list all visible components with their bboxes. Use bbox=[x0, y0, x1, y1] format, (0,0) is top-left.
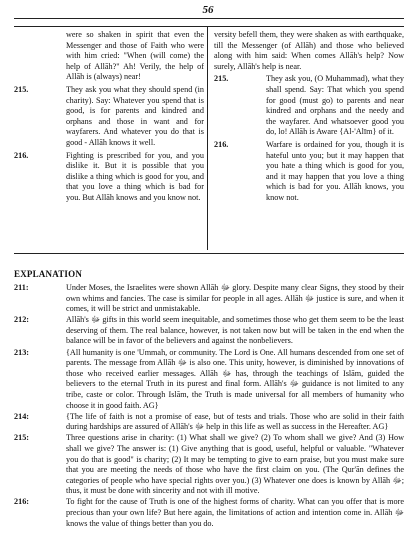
explanation-entry-216 bbox=[14, 497, 404, 529]
entry-text: {All humanity is one 'Ummah, or community. The Lord is One. All humans descended from one set of parents. The message from Allāh ﷻ is also one. This unity, however, is diminished by innovations of those who received earlier messages. Allāh ﷻ has, through the teachings of Islām, guided the believers to the eternal Truth in its purest and final form. Allāh's ﷻ guidance is not limited to any tribe, caste or color. Through Islām, the Truth is made universal for all members of humanity who choose it in good faith. AG} bbox=[66, 347, 404, 410]
right-verse-216 bbox=[214, 140, 404, 204]
explanation-entry-214 bbox=[14, 412, 404, 433]
entry-text: {The life of faith is not a promise of ease, but of tests and trials. Those who are solid in their faith during hardships are assured of Allāh's ﷻ help in this life as well as success in the Hereafter. AG} bbox=[66, 411, 404, 432]
explanation-entry-212 bbox=[14, 315, 404, 347]
verse-text: They ask you, (O Muhammad), what they shall spend. Say: That which you spend for good (must go) to parents and near kindred and orphans and the needy and the wayfarer. And whatsoever good you do, lo! Allāh is Aware {Al-'Alīm} of it. bbox=[266, 74, 404, 137]
section-rule bbox=[14, 253, 404, 254]
explanation-heading: EXPLANATION bbox=[14, 269, 83, 279]
explanation-entry-211 bbox=[14, 283, 404, 315]
verse-number: 216. bbox=[14, 150, 29, 160]
entry-number: 212: bbox=[14, 315, 30, 325]
entry-number: 213: bbox=[14, 347, 30, 357]
entry-text: Allāh's ﷻ gifts in this world seem inequitable, and sometimes those who get them seem to be the least deserving of them. The real balance, however, is not taken now but will be taken in the end when the balance will be in favor of the believers and against the nonbelievers. bbox=[66, 315, 404, 346]
header-rule-lower bbox=[14, 26, 404, 27]
header-rule bbox=[14, 18, 404, 19]
verse-text: Fighting is prescribed for you, and you dislike it. But it is possible that you dislike a thing which is good for you, and that you love a thing which is bad for you. But Allāh knows and you know not. bbox=[66, 150, 204, 202]
verse-text: They ask you what they should spend (in charity). Say: Whatever you spend that is good, is for parents and kindred and orphans and those in want and for wayfarers. And whatever you do that is good - Allāh knows it well. bbox=[66, 84, 204, 147]
page-number: 56 bbox=[202, 4, 214, 16]
entry-number: 215: bbox=[14, 433, 30, 443]
left-continuation-text: were so shaken in spirit that even the Messenger and those of Faith who were with him cried: "When (will come) the help of Allāh?" Ah! Verily, the help of Allāh is (always) near! bbox=[66, 30, 204, 82]
explanation-entry-215 bbox=[14, 433, 404, 497]
left-verse-215 bbox=[14, 85, 204, 149]
left-verse-216 bbox=[14, 151, 204, 204]
entry-text: Three questions arise in charity: (1) What shall we give? (2) To whom shall we give? And (3) How shall we give? The answer is: (1) Give anything that is good, useful, helpful or valuable. "Whatever you do that is good" is charity; (2) It may be tempting to give to earn praise, but you must make sure that you are meeting the needs of those who have the first claim on you. (The Qur'ān defines the categories of people who have special rights over you.) (3) Whatever one does is known by Allāh ﷻ; thus, it must be done with sincerity and not with ill motive. bbox=[66, 433, 404, 496]
verse-text: Warfare is ordained for you, though it is hateful unto you; but it may happen that you hate a thing which is good for you, and it may happen that you love a thing which is bad for you. Allāh knows, you know not. bbox=[266, 139, 404, 202]
right-translation-column bbox=[214, 30, 404, 204]
entry-number: 216: bbox=[14, 497, 30, 507]
entry-number: 214: bbox=[14, 411, 30, 421]
verse-number: 216. bbox=[214, 139, 229, 149]
explanation-section bbox=[14, 283, 404, 530]
left-translation-column bbox=[14, 30, 204, 204]
entry-text: To fight for the cause of Truth is one of the highest forms of charity. What can you offer that is more precious than your own life? But here again, the limitations of action and intention come in. Allāh ﷻ knows the value of things better than you do. bbox=[66, 497, 404, 528]
entry-text: Under Moses, the Israelites were shown Allāh ﷻ glory. Despite many clear Signs, they stood by their own whims and fancies. The case is similar for people in all ages. Allāh ﷻ justice is sure, and when it comes, it will be strict and unmistakable. bbox=[66, 283, 404, 314]
explanation-entry-213 bbox=[14, 348, 404, 412]
right-continuation-text: versity befell them, they were shaken as with earthquake, till the Messenger (of Allāh) and those who believed along with him said: When comes Allāh's help? Now surely, Allāh's help is near. bbox=[214, 30, 404, 71]
entry-number: 211: bbox=[14, 283, 29, 292]
right-verse-215 bbox=[214, 74, 404, 138]
column-divider bbox=[207, 27, 208, 250]
verse-number: 215. bbox=[214, 74, 229, 84]
verse-number: 215. bbox=[14, 84, 29, 94]
